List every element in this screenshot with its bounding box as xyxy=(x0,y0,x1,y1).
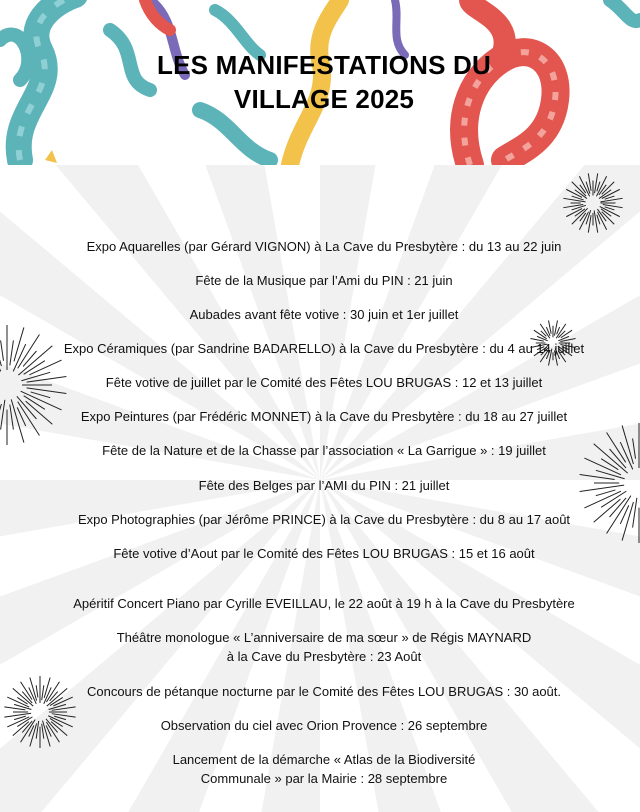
event-item xyxy=(0,628,640,666)
event-line: Aubades avant fête votive : 30 juin et 1er juillet xyxy=(189,307,459,322)
event-line: Fête des Belges par l’AMI du PIN : 21 juillet xyxy=(198,478,450,493)
event-line: Expo Peintures (par Frédéric MONNET) à la Cave du Presbytère : du 18 au 27 juillet xyxy=(80,409,568,424)
event-line: Fête de la Nature et de la Chasse par l’association « La Garrigue » : 19 juillet xyxy=(102,443,546,458)
event-item xyxy=(0,373,640,392)
event-line: Observation du ciel avec Orion Provence : 26 septembre xyxy=(160,718,488,733)
event-line: Concours de pétanque nocturne par le Comité des Fêtes LOU BRUGAS : 30 août. xyxy=(86,684,562,699)
event-item xyxy=(0,441,640,460)
event-item xyxy=(0,544,640,563)
event-line: Expo Aquarelles (par Gérard VIGNON) à La Cave du Presbytère : du 13 au 22 juin xyxy=(86,239,562,254)
page-title-line-1: LES MANIFESTATIONS DU xyxy=(156,50,491,80)
event-line: Apéritif Concert Piano par Cyrille EVEILLAU, le 22 août à 19 h à la Cave du Presbytère xyxy=(73,596,575,611)
event-item xyxy=(0,476,640,495)
event-line: Théâtre monologue « L’anniversaire de ma sœur » de Régis MAYNARD xyxy=(116,630,532,645)
event-line: Expo Céramiques (par Sandrine BADARELLO) à la Cave du Presbytère : du 4 au 14 juillet xyxy=(63,341,585,356)
event-item xyxy=(0,339,640,358)
event-item xyxy=(0,305,640,324)
event-line: Lancement de la démarche « Atlas de la Biodiversité xyxy=(172,752,476,767)
event-item xyxy=(0,510,640,529)
event-line: Fête votive de juillet par le Comité des Fêtes LOU BRUGAS : 12 et 13 juillet xyxy=(105,375,543,390)
event-line: Fête de la Musique par l’Ami du PIN : 21 juin xyxy=(195,273,453,288)
page-title-line-2: VILLAGE 2025 xyxy=(233,84,415,114)
event-item xyxy=(0,237,640,256)
event-item xyxy=(0,750,640,788)
event-item xyxy=(0,407,640,426)
event-line: Fête votive d’Aout par le Comité des Fêtes LOU BRUGAS : 15 et 16 août xyxy=(113,546,535,561)
event-item xyxy=(0,271,640,290)
event-item xyxy=(0,594,640,613)
event-item xyxy=(0,682,640,701)
event-line: à la Cave du Presbytère : 23 Août xyxy=(226,649,422,664)
event-line: Communale » par la Mairie : 28 septembre xyxy=(200,771,448,786)
event-line: Expo Photographies (par Jérôme PRINCE) à la Cave du Presbytère : du 8 au 17 août xyxy=(77,512,571,527)
event-item xyxy=(0,716,640,735)
